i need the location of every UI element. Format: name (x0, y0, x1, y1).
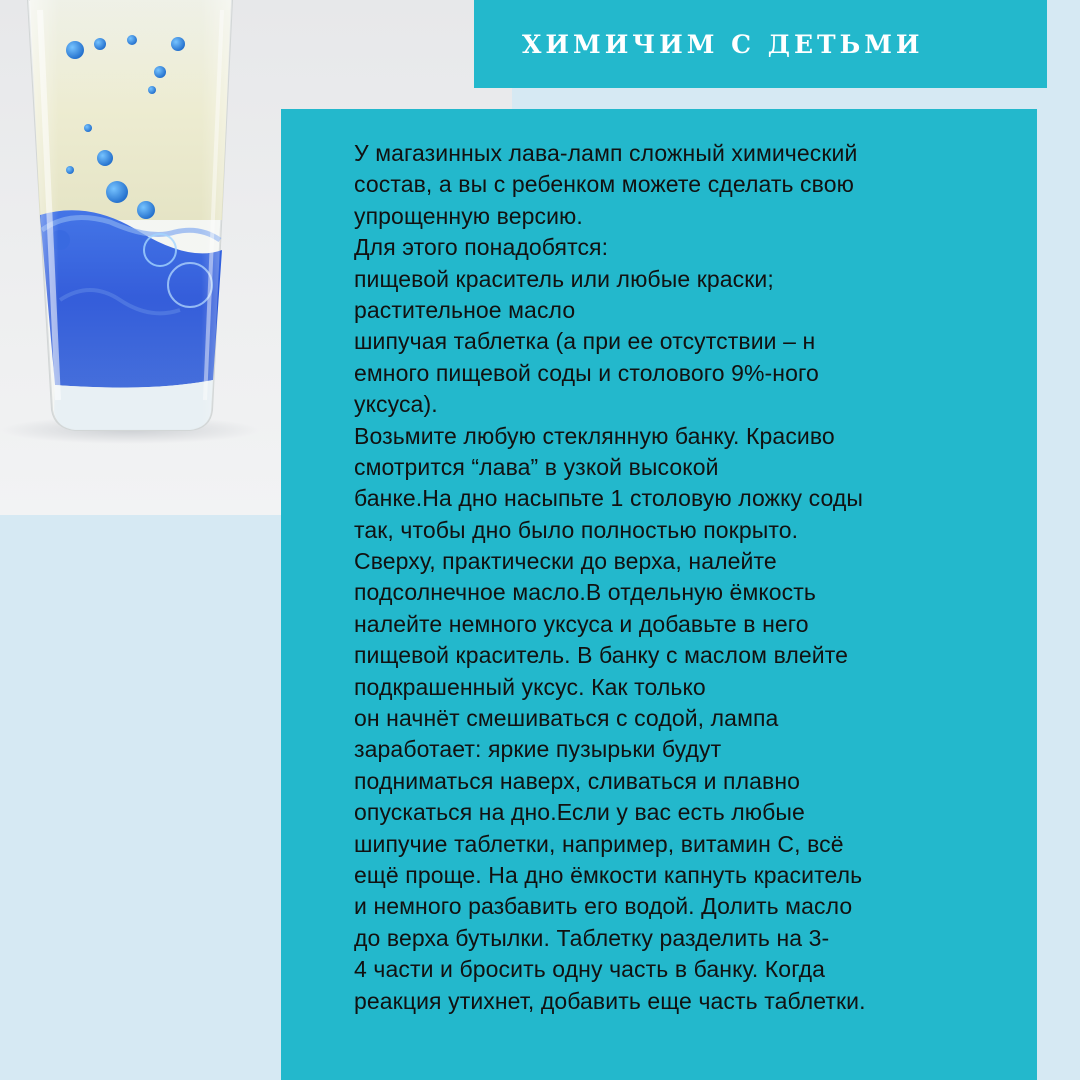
article-line: налейте немного уксуса и добавьте в него (354, 610, 809, 637)
article-line: смотрится “лава” в узкой высокой (354, 453, 719, 480)
article-line: емного пищевой соды и столового 9%-ного (354, 359, 819, 386)
article-line: 4 части и бросить одну часть в банку. Когда (354, 956, 826, 983)
article-line: так, чтобы дно было полностью покрыто. (354, 516, 799, 543)
article-line: У магазинных лава-ламп сложный химический (354, 140, 858, 166)
page-title: ХИМИЧИМ С ДЕТЬМИ (522, 29, 924, 59)
title-banner (474, 0, 1047, 88)
article-line: уксуса). (354, 391, 438, 418)
article-line: реакция утихнет, добавить еще часть таблетки. (354, 987, 866, 1014)
article-line: подсолнечное масло.В отдельную ёмкость (354, 579, 816, 606)
article-line: ещё проще. На дно ёмкости капнуть краситель (354, 861, 863, 888)
article-line: подкрашенный уксус. Как только (354, 673, 706, 700)
article-line: Сверху, практически до верха, налейте (354, 548, 777, 575)
article-line: шипучая таблетка (а при ее отсутствии – н (354, 328, 816, 355)
article-line: банке.На дно насыпьте 1 столовую ложку соды (354, 485, 864, 512)
article-line: до верха бутылки. Таблетку разделить на 3- (354, 924, 830, 951)
article-line: Возьмите любую стеклянную банку. Красиво (354, 422, 835, 449)
article-line: шипучие таблетки, например, витамин С, всё (354, 830, 844, 857)
article-line: состав, а вы с ребенком можете сделать свою (354, 171, 854, 198)
article-line: и немного разбавить его водой. Долить масло (354, 893, 853, 920)
article-line: растительное масло (354, 296, 576, 323)
article-line: упрощенную версию. (354, 202, 583, 229)
article-line: подниматься наверх, сливаться и плавно (354, 767, 801, 794)
article-line: опускаться на дно.Если у вас есть любые (354, 799, 805, 826)
article-line: пищевой краситель или любые краски; (354, 265, 774, 292)
article-line: пищевой краситель. В банку с маслом влейте (354, 642, 848, 669)
article-card (281, 109, 1037, 1080)
article-line: он начнёт смешиваться с содой, лампа (354, 705, 779, 732)
article-line: Для этого понадобятся: (354, 234, 609, 261)
article-body (354, 138, 997, 1017)
article-line: заработает: яркие пузырьки будут (354, 736, 722, 763)
